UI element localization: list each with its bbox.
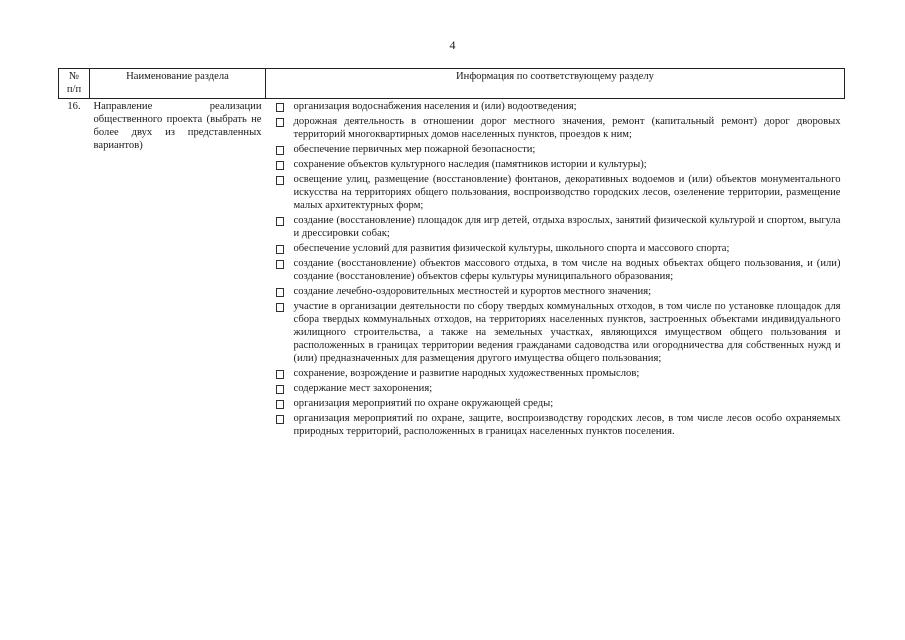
option-item: [270, 382, 841, 395]
option-item: [270, 412, 841, 438]
row-number: 16.: [67, 101, 81, 112]
option-checkbox[interactable]: [276, 400, 284, 409]
option-item: [270, 100, 841, 113]
option-text: обеспечение первичных мер пожарной безопасности;: [293, 144, 536, 155]
option-text: создание (восстановление) площадок для игр детей, отдыха взрослых, занятий физической культурой и спортом, выгула и дрессировки собак;: [293, 215, 841, 239]
project-form-table: [58, 68, 845, 440]
section-info: [266, 99, 845, 441]
header-number: [59, 69, 90, 99]
option-checkbox[interactable]: [276, 217, 284, 226]
option-checkbox[interactable]: [276, 161, 284, 170]
option-item: [270, 257, 841, 283]
page-number: 4: [449, 38, 456, 52]
option-checkbox[interactable]: [276, 288, 284, 297]
option-item: [270, 285, 841, 298]
option-text: содержание мест захоронения;: [293, 383, 433, 394]
option-item: [270, 242, 841, 255]
option-checkbox[interactable]: [276, 245, 284, 254]
option-checkbox[interactable]: [276, 415, 284, 424]
option-item: [270, 397, 841, 410]
option-checkbox[interactable]: [276, 370, 284, 379]
option-item: [270, 214, 841, 240]
option-item: [270, 173, 841, 212]
option-text: участие в организации деятельности по сбору твердых коммунальных отходов, в том числе по установке площадок для сбора твердых коммунальных отходов, на территориях населенных пунктов, застроенных объектами индивидуального жилищного строительства, а также на земельных участках, являющихся имуществом общего пользования и расположенных в границах территории ведения гражданами садоводства или огородничества для собственных нужд и (или) предназначенных для размещения другого имущества общего пользования;: [293, 301, 841, 364]
option-item: [270, 115, 841, 141]
table-row: [59, 99, 845, 441]
option-text: организация мероприятий по охране окружающей среды;: [293, 398, 554, 409]
header-number-label: № п/п: [66, 71, 82, 95]
table-header-row: [59, 69, 845, 99]
option-text: организация водоснабжения населения и (или) водоотведения;: [293, 101, 577, 112]
options-list: [270, 100, 841, 438]
option-item: [270, 158, 841, 171]
section-name: Направление реализации общественного проекта (выбрать не более двух из представленных вариантов): [93, 101, 262, 151]
option-checkbox[interactable]: [276, 303, 284, 312]
option-text: дорожная деятельность в отношении дорог местного значения, ремонт (капитальный ремонт) дорог дворовых территорий многоквартирных домов населенных пунктов, проездов к ним;: [293, 116, 841, 140]
option-text: обеспечение условий для развития физической культуры, школьного спорта и массового спорта;: [293, 243, 730, 254]
option-checkbox[interactable]: [276, 260, 284, 269]
header-section-name: Наименование раздела: [90, 69, 266, 99]
option-text: освещение улиц, размещение (восстановление) фонтанов, декоративных водоемов и (или) объектов монументального искусства на территориях общего пользования, воспроизводство городских лесов, озеленение территории, размещение малых архитектурных форм;: [293, 174, 841, 211]
option-text: создание (восстановление) объектов массового отдыха, в том числе на водных объектах общего пользования, и (или) создание (восстановление) объектов сферы культуры муниципального образования;: [293, 258, 841, 282]
option-checkbox[interactable]: [276, 118, 284, 127]
option-item: [270, 300, 841, 365]
option-text: организация мероприятий по охране, защите, воспроизводству городских лесов, в том числе лесов особо охраняемых природных территорий, расположенных в границах населенных пунктов поселения.: [293, 413, 841, 437]
option-item: [270, 143, 841, 156]
option-checkbox[interactable]: [276, 146, 284, 155]
option-checkbox[interactable]: [276, 103, 284, 112]
option-checkbox[interactable]: [276, 176, 284, 185]
header-section-info: Информация по соответствующему разделу: [266, 69, 845, 99]
option-item: [270, 367, 841, 380]
option-text: создание лечебно-оздоровительных местностей и курортов местного значения;: [293, 286, 652, 297]
option-checkbox[interactable]: [276, 385, 284, 394]
option-text: сохранение объектов культурного наследия (памятников истории и культуры);: [293, 159, 647, 170]
option-text: сохранение, возрождение и развитие народных художественных промыслов;: [293, 368, 640, 379]
